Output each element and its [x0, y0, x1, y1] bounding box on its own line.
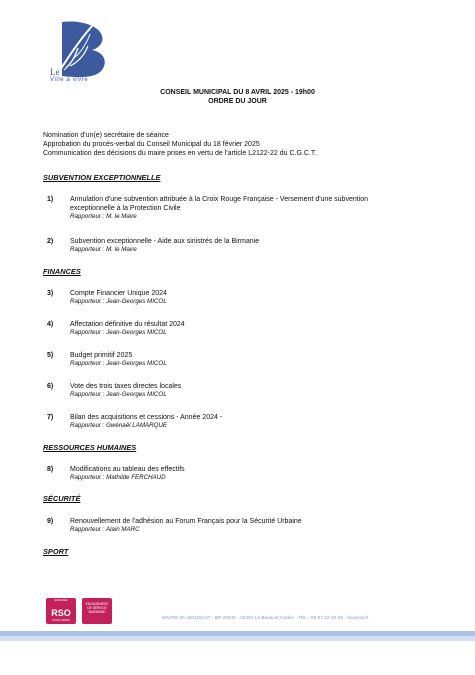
intro-line: Approbation du procès-verbal du Conseil Municipal du 18 février 2025	[43, 141, 260, 148]
item-text: Modifications au tableau des effectifs	[70, 466, 185, 473]
item-rapporteur: Rapporteur : Gwénaël LAMARQUE	[70, 422, 167, 429]
intro-line: Communication des décisions du maire prises en vertu de l'article L2122-22 du C.G.C.T.	[43, 150, 317, 157]
item-rapporteur: Rapporteur : Jean-Georges MICOL	[70, 360, 167, 367]
section-securite: SÉCURITÉ	[43, 494, 81, 503]
logo-tagline: Ville à vivre	[50, 77, 89, 83]
item-number: 7)	[47, 414, 54, 421]
item-number: 9)	[47, 518, 54, 525]
item-text: Annulation d'une subvention attribuée à la Croix Rouge Française - Versement d'une subvention	[70, 196, 369, 203]
item-rapporteur: Rapporteur : M. le Maire	[70, 213, 137, 220]
section-sport: SPORT	[43, 547, 69, 556]
logo-name: Le Bouscat	[50, 67, 91, 77]
item-rapporteur: Rapporteur : Jean-Georges MICOL	[70, 391, 167, 398]
item-rapporteur: Rapporteur : M. le Maire	[70, 246, 137, 253]
service-badge-line: DE SERVICE	[87, 606, 107, 610]
service-badge-line: ENGAGEMENT	[85, 602, 109, 606]
service-badge	[82, 598, 112, 624]
agenda-item-3	[43, 289, 443, 306]
item-number: 8)	[47, 466, 54, 473]
page-subtitle: ORDRE DU JOUR	[208, 98, 267, 105]
item-text: Subvention exceptionnelle - Aide aux sinistrés de la Birmanie	[70, 238, 260, 245]
item-number: 1)	[47, 196, 54, 203]
rso-badge-label: RSO	[51, 608, 71, 618]
item-text: Bilan des acquisitions et cessions - Année 2024 -	[70, 414, 223, 421]
section-ressources-humaines: RESSOURCES HUMAINES	[43, 443, 137, 452]
item-text: Vote des trois taxes directes locales	[70, 383, 182, 390]
intro-line: Nomination d'un(e) secrétaire de séance	[43, 132, 169, 139]
item-rapporteur: Rapporteur : Alain MARC	[70, 526, 140, 533]
agenda-item-9	[43, 517, 443, 534]
item-text: Renouvellement de l'adhésion au Forum Français pour la Sécurité Urbaine	[70, 518, 302, 525]
item-text: Affectation définitive du résultat 2024	[70, 321, 185, 328]
item-number: 5)	[47, 352, 54, 359]
item-number: 2)	[47, 238, 54, 245]
section-finances: FINANCES	[43, 267, 81, 276]
logo-text	[50, 68, 91, 84]
footer-bar-light	[0, 636, 475, 641]
item-text: Budget primitif 2025	[70, 352, 133, 359]
section-subvention: SUBVENTION EXCEPTIONNELLE	[43, 173, 161, 182]
agenda-item-8	[43, 465, 443, 482]
service-badge-line: MARIANNE	[88, 610, 106, 614]
item-rapporteur: Rapporteur : Jean-Georges MICOL	[70, 329, 167, 336]
agenda-item-6	[43, 382, 443, 399]
item-text: exceptionnelle à la Protection Civile	[70, 205, 181, 212]
item-rapporteur: Rapporteur : Jean-Georges MICOL	[70, 298, 167, 305]
rso-badge-top: ENGAGÉ	[54, 598, 68, 602]
agenda-item-7	[43, 413, 443, 430]
item-number: 6)	[47, 383, 54, 390]
agenda-item-2	[43, 237, 443, 254]
item-number: 4)	[47, 321, 54, 328]
rso-badge	[46, 598, 76, 624]
agenda-item-4	[43, 320, 443, 337]
rso-badge-bottom: AFAQ 26000	[52, 618, 70, 622]
agenda-item-5	[43, 351, 443, 368]
agenda-item-1	[43, 195, 443, 221]
page-title: CONSEIL MUNICIPAL DU 8 AVRIL 2025 - 19h00	[160, 89, 315, 96]
item-text: Compte Financier Unique 2024	[70, 290, 167, 297]
item-number: 3)	[47, 290, 54, 297]
item-rapporteur: Rapporteur : Mathilde FERCHAUD	[70, 474, 166, 481]
footer-address: MAIRIE DU BOUSCAT - BP 20045 - 33491 Le Bouscat Cedex - TÉL : 05 57 22 26 66 - bouscat.fr	[162, 615, 369, 620]
intro-block	[43, 131, 316, 158]
